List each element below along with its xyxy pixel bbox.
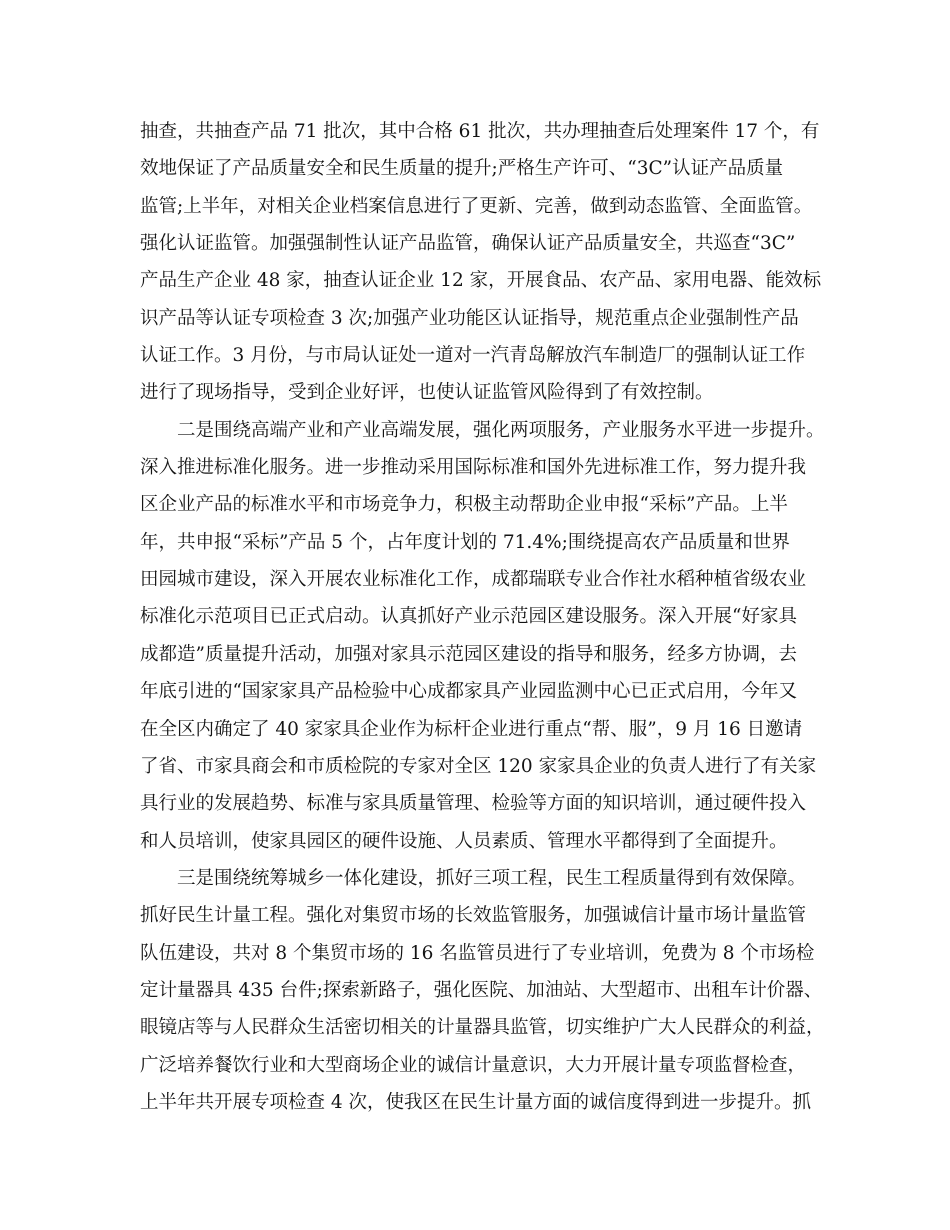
text-line: 成都造”质量提升活动，加强对家具示范园区建设的指导和服务，经多方协调，去: [140, 643, 797, 665]
text-line: 进行了现场指导，受到企业好评，也使认证监管风险得到了有效控制。: [140, 382, 714, 404]
document-body: [140, 113, 830, 1121]
paragraph-start-line: 二是围绕高端产业和产业高端发展，强化两项服务，产业服务水平进一步提升。: [177, 419, 825, 441]
paragraph-start-line: 三是围绕统筹城乡一体化建设，抓好三项工程，民生工程质量得到有效保障。: [177, 867, 807, 889]
text-line: 田园城市建设，深入开展农业标准化工作，成都瑞联专业合作社水稻种植省级农业: [140, 569, 807, 591]
text-line: 定计量器具 435 台件;探索新路子，强化医院、加油站、大型超市、出租车计价器、: [140, 979, 823, 1001]
text-line: 队伍建设，共对 8 个集贸市场的 16 名监管员进行了专业培训，免费为 8 个市场检: [140, 942, 815, 964]
text-line: 认证工作。3 月份，与市局认证处一道对一汽青岛解放汽车制造厂的强制认证工作: [140, 345, 806, 367]
text-line: 眼镜店等与人民群众生活密切相关的计量器具监管，切实维护广大人民群众的利益，: [140, 1017, 825, 1039]
text-line: 抓好民生计量工程。强化对集贸市场的长效监管服务，加强诚信计量市场计量监管: [140, 905, 807, 927]
text-line: 产品生产企业 48 家，抽查认证企业 12 家，开展食品、农产品、家用电器、能效标: [140, 270, 822, 292]
text-line: 标准化示范项目已正式启动。认真抓好产业示范园区建设服务。深入开展“好家具: [140, 606, 797, 628]
text-line: 年底引进的“国家家具产品检验中心成都家具产业园监测中心已正式启用，今年又: [140, 681, 797, 703]
text-line: 强化认证监管。加强强制性认证产品监管，确保认证产品质量安全，共巡查“3C”: [140, 233, 796, 255]
text-line: 广泛培养餐饮行业和大型商场企业的诚信计量意识，大力开展计量专项监督检查，: [140, 1054, 807, 1076]
text-line: 了省、市家具商会和市质检院的专家对全区 120 家家具企业的负责人进行了有关家: [140, 755, 817, 777]
text-line: 具行业的发展趋势、标准与家具质量管理、检验等方面的知识培训，通过硬件投入: [140, 793, 807, 815]
text-line: 和人员培训，使家具园区的硬件设施、人员素质、管理水平都得到了全面提升。: [140, 830, 788, 852]
text-line: 深入推进标准化服务。进一步推动采用国际标准和国外先进标准工作，努力提升我: [140, 457, 807, 479]
text-line: 识产品等认证专项检查 3 次;加强产业功能区认证指导，规范重点企业强制性产品: [140, 307, 799, 329]
text-line: 区企业产品的标准水平和市场竞争力，积极主动帮助企业申报“采标”产品。上半: [140, 494, 788, 516]
text-line: 效地保证了产品质量安全和民生质量的提升;严格生产许可、“3C”认证产品质量: [140, 158, 784, 180]
text-line: 年，共申报“采标”产品 5 个，占年度计划的 71.4%;围绕提高农产品质量和世界: [140, 531, 790, 553]
text-line: 在全区内确定了 40 家家具企业作为标杆企业进行重点“帮、服”，9 月 16 日邀请: [140, 718, 803, 740]
text-line: 抽查，共抽查产品 71 批次，其中合格 61 批次，共办理抽查后处理案件 17 个，有: [140, 121, 820, 142]
text-line: 上半年共开展专项检查 4 次，使我区在民生计量方面的诚信度得到进一步提升。抓: [140, 1091, 812, 1113]
text-line: 监管;上半年，对相关企业档案信息进行了更新、完善，做到动态监管、全面监管。: [140, 195, 813, 217]
